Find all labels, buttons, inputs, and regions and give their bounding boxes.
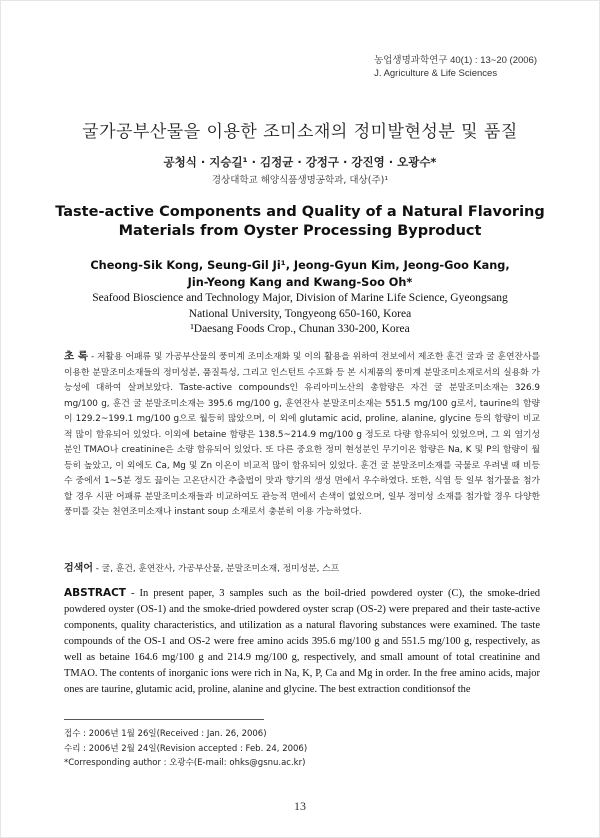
footnote-corresponding: *Corresponding author : 오광수(E-mail: ohks@gsnu.ac.kr) [64, 758, 306, 768]
english-affiliation-line1: Seafood Bioscience and Technology Major, Division of Marine Life Science, Gyeongsang [92, 292, 508, 304]
journal-header [374, 54, 537, 80]
journal-english: J. Agriculture & Life Sciences [374, 68, 498, 79]
keywords-label: 검색어 [64, 563, 93, 574]
english-abstract [64, 585, 540, 698]
journal-korean: 농업생명과학연구 40(1) : 13~20 (2006) [374, 55, 537, 66]
english-title [1, 203, 599, 241]
english-abstract-text: - In present paper, 3 samples such as the boil-dried powdered oyster (C), the smoke-dried powdered oyster (OS-1) and the smoke-dried powdered oyster scrap (OS-2) were prepared and their taste-active components, quality characteristics, and utilization as a natural flavoring substances were examined. The taste compounds of the OS-1 and OS-2 were free amino acids 395.6 mg/100 g and 551.5 mg/100 g, respectively, as well as betaine 164.6 mg/100 g and 214.9 mg/100 g, respectively, and small amount of total creatinine and TMAO. The contents of inorganic ions were rich in Na, K, P, Ca and Mg in order. In the free amino acids, major ones are taurine, glutamic acid, proline, alanine and glycine. The best extraction conditionsof the [64, 588, 540, 695]
english-affiliation-line2: National University, Tongyeong 650-160, Korea [188, 307, 412, 320]
page-number: 13 [294, 799, 306, 813]
korean-title: 굴가공부산물을 이용한 조미소재의 정미발현성분 및 품질 [82, 122, 518, 142]
keywords [64, 559, 540, 574]
english-authors-line1: Cheong-Sik Kong, Seung-Gil Ji¹, Jeong-Gyun Kim, Jeong-Goo Kang, [90, 259, 510, 272]
english-abstract-label: ABSTRACT [64, 587, 126, 599]
korean-abstract-label: 초 록 [64, 350, 89, 362]
english-authors [1, 257, 599, 291]
keywords-text: - 굴, 훈건, 훈연잔사, 가공부산물, 분말조미소재, 정미성분, 스프 [95, 564, 340, 574]
english-title-line1: Taste-active Components and Quality of a Natural Flavoring [55, 204, 545, 220]
english-title-line2: Materials from Oyster Processing Byproduct [118, 223, 482, 239]
footnote-received: 접수 : 2006년 1월 26일(Received : Jan. 26, 2006) [64, 729, 267, 739]
footnote-divider [64, 719, 264, 720]
korean-abstract [64, 349, 540, 521]
english-authors-line2: Jin-Yeong Kang and Kwang-Soo Oh* [187, 276, 413, 289]
english-affiliation [1, 291, 599, 338]
footnote-revised: 수리 : 2006년 2월 24일(Revision accepted : Feb. 24, 2006) [64, 743, 308, 754]
korean-abstract-text: - 저활용 어패류 및 가공부산물의 풍미계 조미소재화 및 이의 활용을 위하여 전보에서 제조한 훈건 굴과 굴 훈연잔사를 이용한 분말조미소재들의 정미성분, 품질특성, 그리고 인스턴트 수프화 등 본 시제품의 풍미계 분말조미소재로서의 실용화 가능성에 대하여 살펴보았다. Taste-active compounds인 유리아미노산의 총함량은 자건 굴 분말조미소재는 326.9 mg/100 g, 훈건 굴 분말조미소재는 395.6 mg/100 g, 훈연잔사 분말조미소재는 551.5 mg/100 g로서, taurine의 함량이 129.2~199.1 mg/100 g으로 월등히 많았으며, 이 외에 glutamic acid, proline, alanine, glycine 등의 함량이 비교적 많이 함유되어 있었다. 이외에 betaine 함량은 138.5~214.9 mg/100 g 정도로 다량 함유되어 있었으며, 그 외 염기성분인 TMAO나 creatinine은 소량 함유되어 있었다. 또 다른 중요한 정미 현성분인 무기이온 함량은 Na, K 및 P의 함량이 월등히 높았고, 이 외에도 Ca, Mg 및 Zn 이온이 비교적 많이 함유되어 있었다. 훈건 굴 분말조미소재를 국물로 우려낼 때 비등수 중에서 1~5분 정도 끓이는 고온단시간 추출법이 맛과 향기의 생성 면에서 우수하였다. 또한, 식염 등 일부 첨가물을 첨가할 경우 시판 어패류 분말조미소재들과 비교하여도 관능적 면에서 손색이 없었으며, 일부 정미성 소재를 첨가할 경우 다양한 풍미를 갖는 천연조미소재나 instant soup 소재로서 충분히 이용 가능하였다. [64, 352, 540, 517]
korean-affiliation: 경상대학교 해양식품생명공학과, 대상(주)¹ [211, 175, 389, 186]
footnotes [64, 727, 307, 771]
korean-authors: 공청식 · 지승길¹ · 김정균 · 강정구 · 강진영 · 오광수* [163, 155, 437, 169]
english-affiliation-line3: ¹Daesang Foods Crop., Chunan 330-200, Korea [190, 323, 410, 335]
